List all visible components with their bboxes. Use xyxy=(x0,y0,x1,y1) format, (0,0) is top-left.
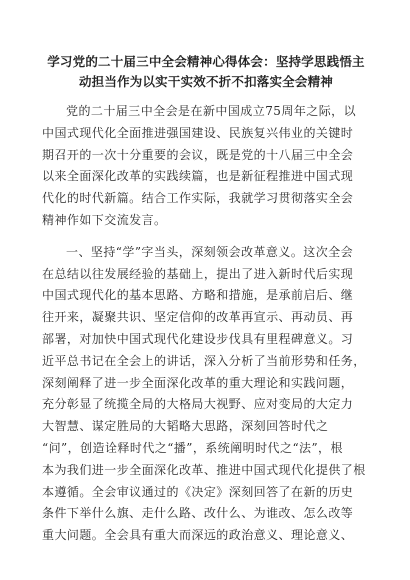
paragraph-line: 一、坚持“学”字当头，深刻领会改革意义。这次全会 xyxy=(66,244,354,259)
paragraph-line: 充分彰显了统揽全局的大格局大视野、应对变局的大定力 xyxy=(42,397,354,412)
paragraph-line: 党的二十届三中全会是在新中国成立75周年之际，以 xyxy=(66,104,357,118)
paragraph-intro xyxy=(42,101,370,232)
paragraph-line: 在总结以往发展经验的基础上，提出了进入新时代后实现 xyxy=(42,266,354,281)
title-line: 动担当作为以实干实效不折不扣落实全会精神 xyxy=(78,74,333,89)
paragraph-line: 以来全面深化改革的实践续篇，也是新征程推进中国式现 xyxy=(42,169,354,184)
paragraph-line: 期召开的一次十分重要的会议，既是党的十八届三中全会 xyxy=(42,147,354,162)
paragraph-section-one xyxy=(42,242,370,547)
paragraph-line: 中国式现代化的基本思路、方略和措施，是承前启后、继 xyxy=(42,288,354,303)
paragraph-line: 重大问题。全会具有重大而深远的政治意义、理论意义、 xyxy=(42,528,354,543)
paragraph-line: 代化的时代新篇。结合工作实际，我就学习贯彻落实全会 xyxy=(42,191,354,206)
paragraph-line: 深刻阐释了进一步全面深化改革的重大理论和实践问题， xyxy=(42,375,354,390)
paragraph-line: 本遵循。全会审议通过的《决定》深刻回答了在新的历史 xyxy=(42,484,354,499)
paragraph-line: 近平总书记在全会上的讲话，深入分析了当前形势和任务， xyxy=(42,353,366,368)
paragraph-line: 精神作如下交流发言。 xyxy=(42,212,167,227)
document-title xyxy=(42,52,370,92)
paragraph-line: “问”，创造诠释时代之“播”，系统阐明时代之“法”，根 xyxy=(42,440,343,455)
title-line: 学习党的二十届三中全会精神心得体会：坚持学思践悟主 xyxy=(47,54,365,69)
paragraph-line: 中国式现代化全面推进强国建设、民族复兴伟业的关键时 xyxy=(42,125,354,140)
paragraph-line: 本为我们进一步全面深化改革、推进中国式现代化提供了根 xyxy=(42,462,366,477)
paragraph-line: 条件下举什么旗、走什么路、改什么、为谁改、怎么改等 xyxy=(42,506,354,521)
paragraph-line: 大智慧、谋定胜局的大韬略大思路，深刻回答时代之 xyxy=(42,419,329,434)
paragraph-line: 部署，对加快中国式现代化建设步伐具有里程碑意义。习 xyxy=(42,331,354,346)
paragraph-line: 往开来，凝聚共识、坚定信仰的改革再宣示、再动员、再 xyxy=(42,310,354,325)
